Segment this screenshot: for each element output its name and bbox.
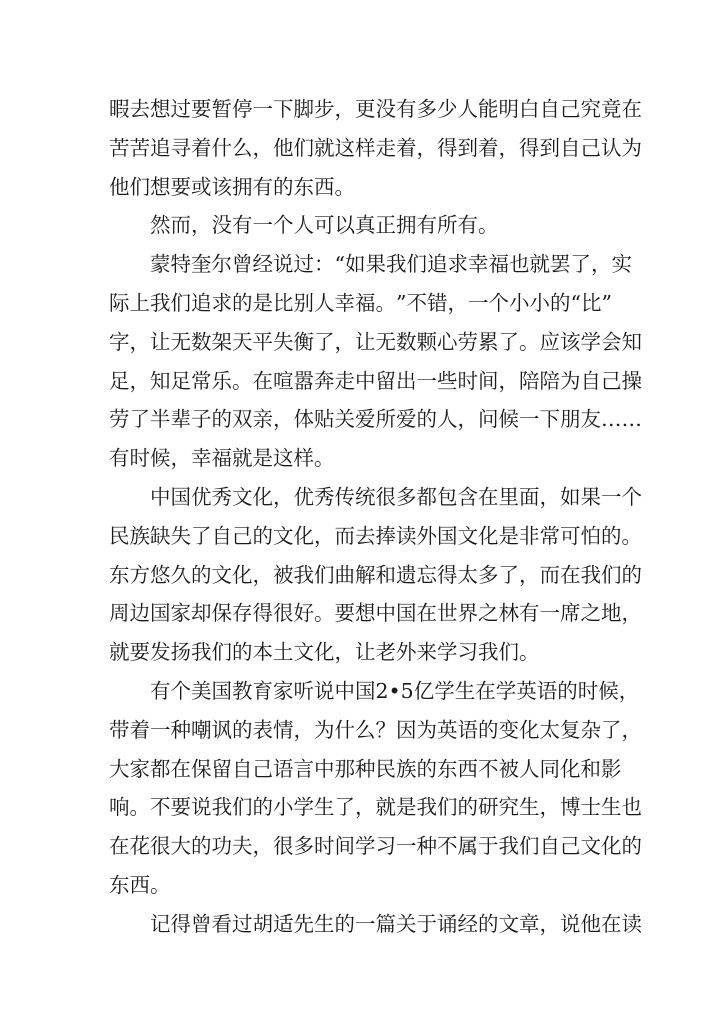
text-line <box>109 439 612 478</box>
text-line: 记 得 曾 看 过 胡 适 先 生 的 一 篇 关 于 诵 经 的 文 章 ， 说 他 在 读 <box>109 905 612 944</box>
text-line-content: 然而，没有一个人可以真正拥有所有。 <box>150 213 499 238</box>
text-line: 劳 了 半 辈 子 的 双 亲 ， 体 贴 关 爱 所 爱 的 人 ， 问 候 一 下 朋 友 … … <box>109 400 612 439</box>
text-line: 际 上 我 们 追 求 的 是 比 别 人 幸 福 。 ” 不 错 ， 一 个 小 小 的 “ 比 ” <box>109 284 612 323</box>
text-line <box>109 633 612 672</box>
text-line-content: 东西。 <box>109 872 171 897</box>
text-line <box>109 866 612 905</box>
text-line: 足 ， 知 足 常 乐 。 在 喧 嚣 奔 走 中 留 出 一 些 时 间 ， 陪 陪 为 自 己 操 <box>109 362 612 401</box>
text-line: 响 。 不 要 说 我 们 的 小 学 生 了 ， 就 是 我 们 的 研 究 生 ， 博 士 生 也 <box>109 788 612 827</box>
text-line: 大 家 都 在 保 留 自 己 语 言 中 那 种 民 族 的 东 西 不 被 人 同 化 和 影 <box>109 750 612 789</box>
text-line-content: 他们想要或该拥有的东西。 <box>109 174 355 199</box>
text-line <box>109 206 612 245</box>
text-line: 在 花 很 大 的 功 夫 ， 很 多 时 间 学 习 一 种 不 属 于 我 们 自 己 文 化 的 <box>109 827 612 866</box>
text-line: 苦 苦 追 寻 着 什 么 ， 他 们 就 这 样 走 着 ， 得 到 着 ， 得 到 自 己 认 为 <box>109 129 612 168</box>
text-line: 字 ， 让 无 数 架 天 平 失 衡 了 ， 让 无 数 颗 心 劳 累 了 。 应 该 学 会 知 <box>109 323 612 362</box>
text-line: 周 边 国 家 却 保 存 得 很 好 。 要 想 中 国 在 世 界 之 林 有 一 席 之 地 ， <box>109 594 612 633</box>
text-line: 中 国 优 秀 文 化 ， 优 秀 传 统 很 多 都 包 含 在 里 面 ， 如 果 一 个 <box>109 478 612 517</box>
body-text <box>109 90 642 944</box>
text-line: 民 族 缺 失 了 自 己 的 文 化 ， 而 去 捧 读 外 国 文 化 是 非 常 可 怕 的 。 <box>109 517 612 556</box>
text-line-content: 有时候，幸福就是这样。 <box>109 446 335 471</box>
text-line-content: 就要发扬我们的本土文化，让老外来学习我们。 <box>109 640 540 665</box>
text-line: 暇 去 想 过 要 暂 停 一 下 脚 步 ， 更 没 有 多 少 人 能 明 白 自 己 究 竟 在 <box>109 90 612 129</box>
text-line: 蒙 特 奎 尔 曾 经 说 过 ： “ 如 果 我 们 追 求 幸 福 也 就 罢 了 ， 实 <box>109 245 612 284</box>
text-line: 东 方 悠 久 的 文 化 ， 被 我 们 曲 解 和 遗 忘 得 太 多 了 ， 而 在 我 们 的 <box>109 556 612 595</box>
text-line <box>109 168 612 207</box>
text-line: 有 个 美 国 教 育 家 听 说 中 国 2 • 5 亿 学 生 在 学 英 语 的 时 候 ， <box>109 672 612 711</box>
text-line: 带 着 一 种 嘲 讽 的 表 情 ， 为 什 么 ？ 因 为 英 语 的 变 化 太 复 杂 了 ， <box>109 711 612 750</box>
